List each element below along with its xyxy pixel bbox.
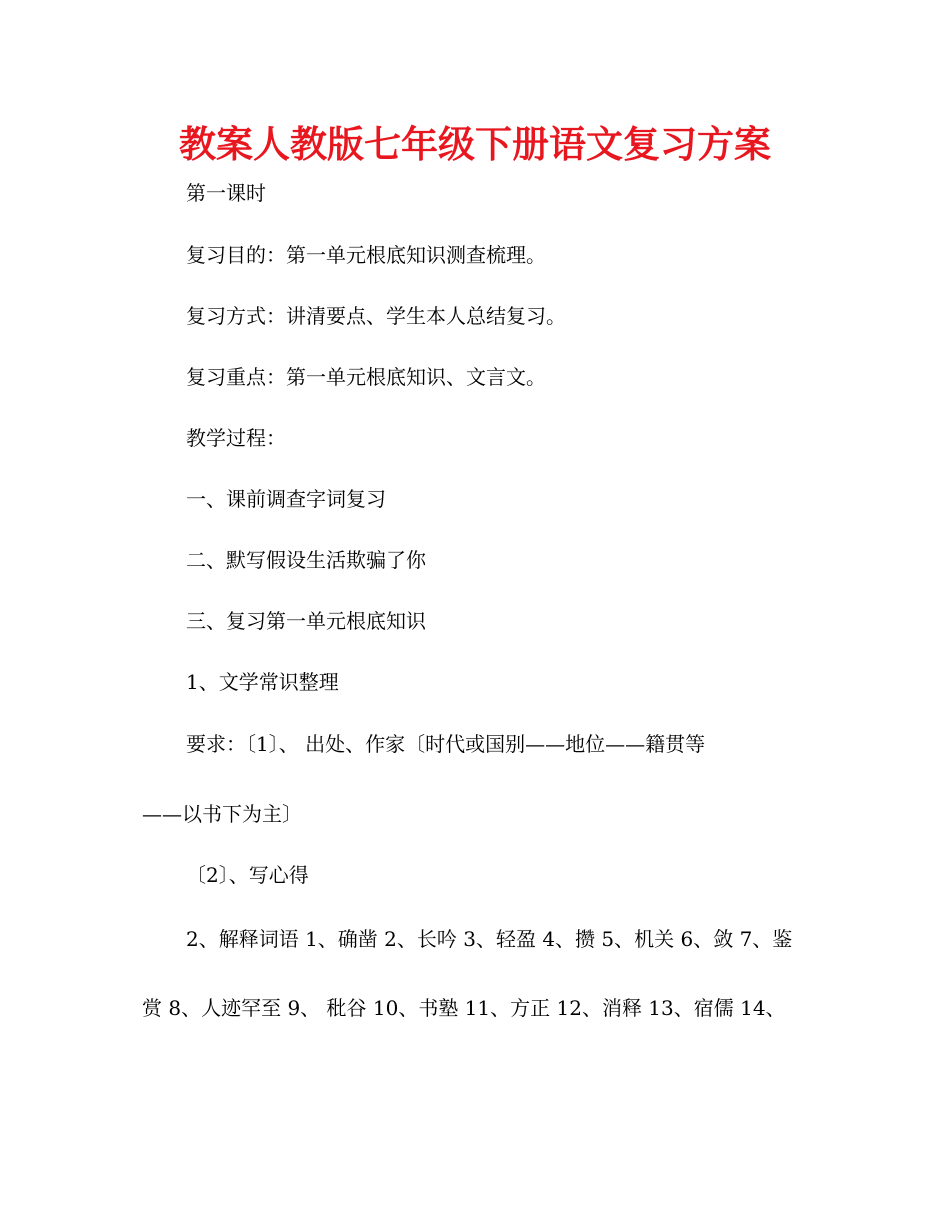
vocabulary-line: 2、解释词语 1、确凿 2、长吟 3、轻盈 4、攒 5、机关 6、敛 7、鉴	[186, 927, 793, 951]
requirement-line: 要求：〔1〕、 出处、作家〔时代或国别——地位——籍贯等	[186, 732, 706, 756]
requirement-line-continued: ——以书下为主〕	[142, 802, 302, 826]
lesson-period: 第一课时	[186, 181, 266, 205]
section-two: 二、默写假设生活欺骗了你	[186, 548, 426, 572]
requirement-two: 〔2〕、写心得	[186, 863, 309, 887]
vocabulary-line-continued: 赏 8、人迹罕至 9、 秕谷 10、书塾 11、方正 12、消释 13、宿儒 14、	[142, 996, 786, 1020]
review-goal: 复习目的：第一单元根底知识测查梳理。	[186, 243, 546, 267]
review-focus: 复习重点：第一单元根底知识、文言文。	[186, 365, 546, 389]
section-three: 三、复习第一单元根底知识	[186, 609, 426, 633]
section-one: 一、课前调查字词复习	[186, 487, 386, 511]
review-method: 复习方式：讲清要点、学生本人总结复习。	[186, 304, 566, 328]
teaching-process-heading: 教学过程：	[186, 426, 286, 450]
document-title: 教案人教版七年级下册语文复习方案	[179, 123, 771, 166]
item-literary-knowledge: 1、文学常识整理	[186, 670, 339, 694]
